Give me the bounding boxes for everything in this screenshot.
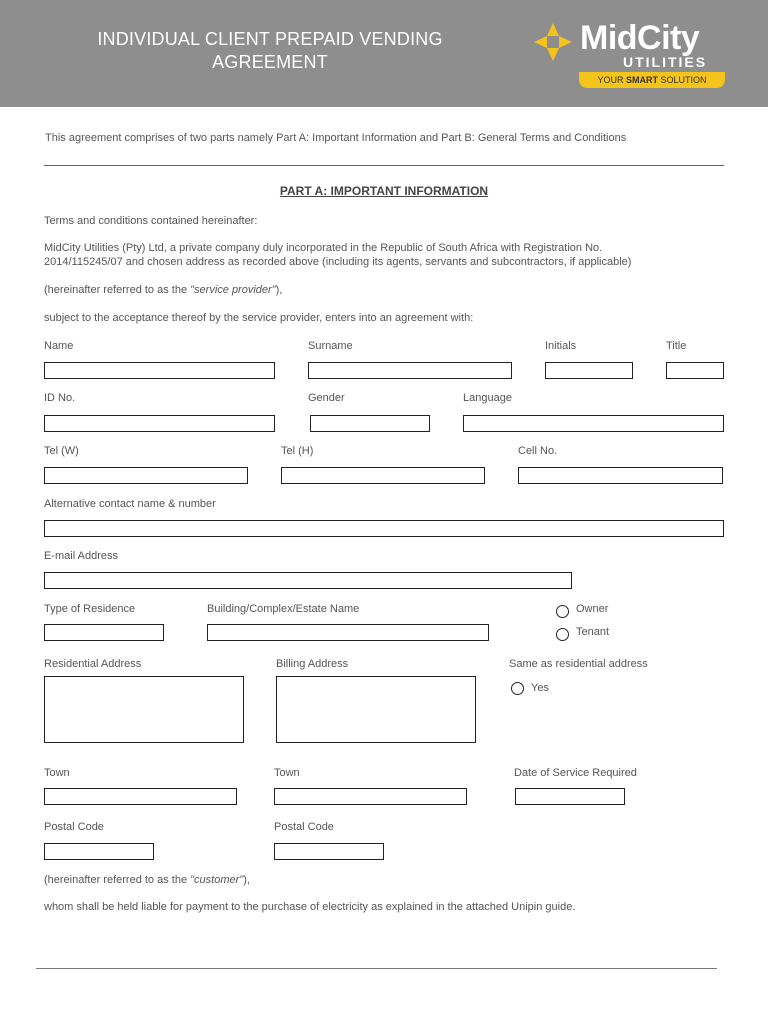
language-field[interactable]: [463, 415, 724, 432]
top-divider: [44, 165, 724, 166]
tenant-label: Tenant: [576, 626, 610, 638]
company-line-1: MidCity Utilities (Pty) Ltd, a private company duly incorporated in the Republic of South Africa with Registration No.: [44, 242, 603, 254]
email-label: E-mail Address: [44, 550, 118, 562]
title-line-2: AGREEMENT: [212, 52, 328, 72]
surname-field[interactable]: [308, 362, 512, 379]
logo-tagline-pre: YOUR: [597, 75, 626, 85]
postal-label-1: Postal Code: [44, 821, 104, 833]
customer-post: ),: [243, 874, 250, 886]
town-label-2: Town: [274, 767, 300, 779]
town-field-1[interactable]: [44, 788, 237, 805]
logo-name: MidCity: [580, 19, 700, 57]
tel-h-field[interactable]: [281, 467, 485, 484]
billing-address-field[interactable]: [276, 676, 476, 743]
billing-address-label: Billing Address: [276, 658, 349, 670]
service-provider-post: ),: [275, 284, 283, 296]
residence-type-label: Type of Residence: [44, 603, 136, 615]
intro-text: This agreement comprises of two parts namely Part A: Important Information and Part B: General Terms and Conditions: [45, 132, 627, 144]
name-label: Name: [44, 340, 74, 352]
gender-field[interactable]: [310, 415, 430, 432]
initials-field[interactable]: [545, 362, 633, 379]
page-title: [70, 28, 470, 74]
title-field[interactable]: [666, 362, 724, 379]
tenant-radio[interactable]: [556, 628, 569, 641]
residential-address-label: Residential Address: [44, 658, 142, 670]
language-label: Language: [463, 392, 512, 404]
customer-italic: "customer": [190, 874, 244, 886]
service-provider-italic: "service provider": [190, 284, 276, 296]
residential-address-field[interactable]: [44, 676, 244, 743]
residence-type-field[interactable]: [44, 624, 164, 641]
bottom-divider: [36, 968, 717, 969]
town-field-2[interactable]: [274, 788, 467, 805]
same-as-yes-radio[interactable]: [511, 682, 524, 695]
building-field[interactable]: [207, 624, 489, 641]
company-line-2: 2014/115245/07 and chosen address as recorded above (including its agents, servants and subcontractors, if applicable): [44, 256, 632, 268]
logo-tagline: [579, 72, 725, 88]
service-date-label: Date of Service Required: [514, 767, 637, 779]
initials-label: Initials: [545, 340, 577, 352]
tel-w-field[interactable]: [44, 467, 248, 484]
title-line-1: INDIVIDUAL CLIENT PREPAID VENDING: [97, 29, 443, 49]
tel-w-label: Tel (W): [44, 445, 79, 457]
email-field[interactable]: [44, 572, 572, 589]
liable-line: whom shall be held liable for payment to the purchase of electricity as explained in the attached Unipin guide.: [44, 901, 576, 913]
service-date-field[interactable]: [515, 788, 625, 805]
customer-pre: (hereinafter referred to as the: [44, 874, 191, 886]
postal-label-2: Postal Code: [274, 821, 334, 833]
service-provider-line: [44, 284, 282, 296]
diamond-arrows-icon: [533, 22, 573, 62]
part-a-heading-text: PART A: IMPORTANT INFORMATION: [279, 184, 489, 198]
same-as-yes-label: Yes: [531, 682, 549, 694]
building-label: Building/Complex/Estate Name: [207, 603, 360, 615]
owner-radio[interactable]: [556, 605, 569, 618]
terms-line: Terms and conditions contained hereinafter:: [44, 215, 258, 227]
same-as-label: Same as residential address: [509, 658, 648, 670]
surname-label: Surname: [308, 340, 353, 352]
alt-contact-field[interactable]: [44, 520, 724, 537]
logo-subtitle: UTILITIES: [623, 54, 708, 70]
title-label: Title: [666, 340, 687, 352]
cell-label: Cell No.: [518, 445, 558, 457]
logo-tagline-bold: SMART: [626, 75, 658, 85]
part-a-heading: [0, 184, 768, 198]
id-label: ID No.: [44, 392, 76, 404]
midcity-logo: [533, 20, 729, 90]
logo-tagline-post: SOLUTION: [658, 75, 707, 85]
gender-label: Gender: [308, 392, 345, 404]
service-provider-pre: (hereinafter referred to as the: [44, 284, 191, 296]
postal-field-2[interactable]: [274, 843, 384, 860]
name-field[interactable]: [44, 362, 275, 379]
postal-field-1[interactable]: [44, 843, 154, 860]
cell-field[interactable]: [518, 467, 723, 484]
town-label-1: Town: [44, 767, 70, 779]
customer-line: [44, 874, 250, 886]
subject-line: subject to the acceptance thereof by the service provider, enters into an agreement with:: [44, 312, 474, 324]
alt-contact-label: Alternative contact name & number: [44, 498, 216, 510]
owner-label: Owner: [576, 603, 609, 615]
tel-h-label: Tel (H): [281, 445, 314, 457]
id-field[interactable]: [44, 415, 275, 432]
